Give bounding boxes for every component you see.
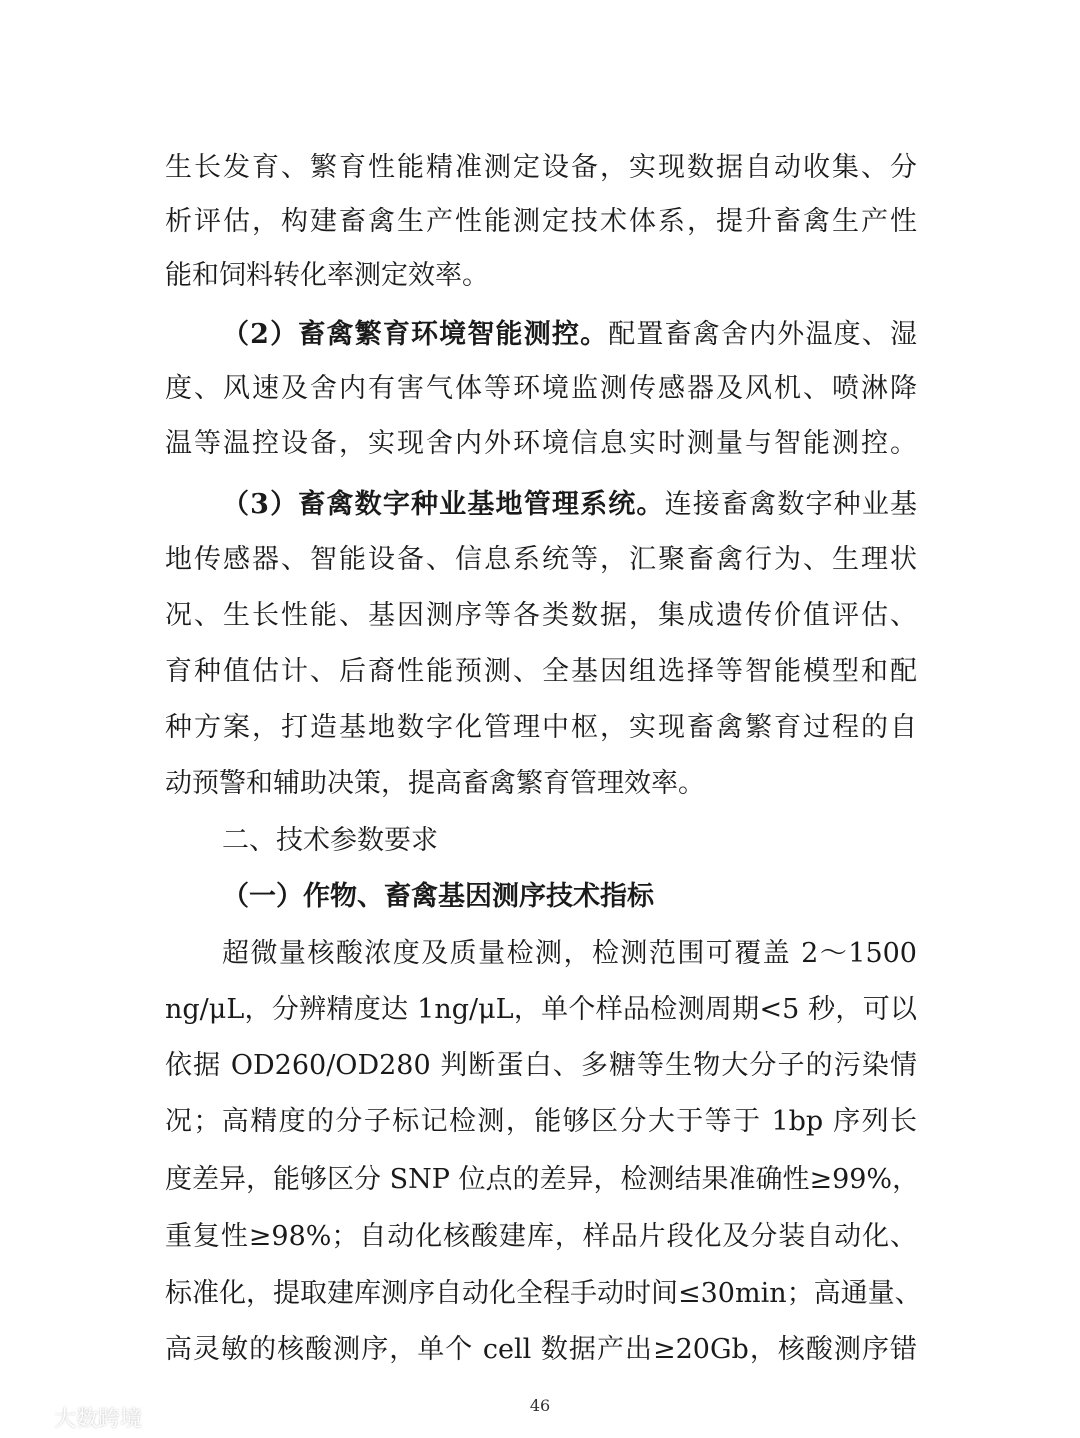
paragraph-line: 重复性≥98%；自动化核酸建库，样品片段化及分装自动化、	[165, 1221, 917, 1252]
paragraph-line: ng/μL，分辨精度达 1ng/μL，单个样品检测周期<5 秒，可以	[165, 994, 917, 1025]
paragraph-line: 度、风速及舍内有害气体等环境监测传感器及风机、喷淋降	[165, 373, 917, 404]
paragraph-line: 动预警和辅助决策，提高畜禽繁育管理效率。	[165, 768, 705, 799]
item-3-title: （3）畜禽数字种业基地管理系统。	[222, 489, 665, 520]
paragraph-line: 度差异，能够区分 SNP 位点的差异，检测结果准确性≥99%，	[165, 1164, 920, 1195]
item-3-first-rest: 连接畜禽数字种业基	[664, 489, 917, 520]
subsection-heading: （一）作物、畜禽基因测序技术指标	[222, 881, 654, 912]
paragraph-line: 况、生长性能、基因测序等各类数据，集成遗传价值评估、	[165, 600, 917, 631]
paragraph-line: 高灵敏的核酸测序，单个 cell 数据产出≥20Gb，核酸测序错	[165, 1334, 917, 1365]
item-2-first-line	[222, 315, 917, 355]
watermark-text: 大数跨境	[54, 1406, 143, 1432]
page-number: 46	[529, 1396, 551, 1415]
paragraph-line: 依据 OD260/OD280 判断蛋白、多糖等生物大分子的污染情	[165, 1050, 917, 1081]
item-2-first-rest: 配置畜禽舍内外温度、湿	[608, 319, 918, 350]
watermark	[8, 1402, 142, 1432]
item-3-first-line	[222, 485, 917, 525]
paragraph-line: 种方案，打造基地数字化管理中枢，实现畜禽繁育过程的自	[165, 712, 917, 743]
paragraph-line: 超微量核酸浓度及质量检测，检测范围可覆盖 2～1500	[222, 938, 917, 969]
paragraph-line: 生长发育、繁育性能精准测定设备，实现数据自动收集、分	[165, 152, 917, 183]
paragraph-line: 温等温控设备，实现舍内外环境信息实时测量与智能测控。	[165, 428, 917, 459]
section-heading: 二、技术参数要求	[222, 825, 438, 856]
paragraph-line: 能和饲料转化率测定效率。	[165, 260, 489, 291]
paragraph-line: 标准化，提取建库测序自动化全程手动时间≤30min；高通量、	[165, 1278, 922, 1309]
paragraph-line: 地传感器、智能设备、信息系统等，汇聚畜禽行为、生理状	[165, 544, 917, 575]
watermark-logo-icon	[8, 1404, 48, 1430]
paragraph-line: 析评估，构建畜禽生产性能测定技术体系，提升畜禽生产性	[165, 206, 917, 237]
item-2-title: （2）畜禽繁育环境智能测控。	[222, 319, 609, 350]
paragraph-line: 育种值估计、后裔性能预测、全基因组选择等智能模型和配	[165, 656, 917, 687]
paragraph-line: 况；高精度的分子标记检测，能够区分大于等于 1bp 序列长	[165, 1106, 917, 1137]
